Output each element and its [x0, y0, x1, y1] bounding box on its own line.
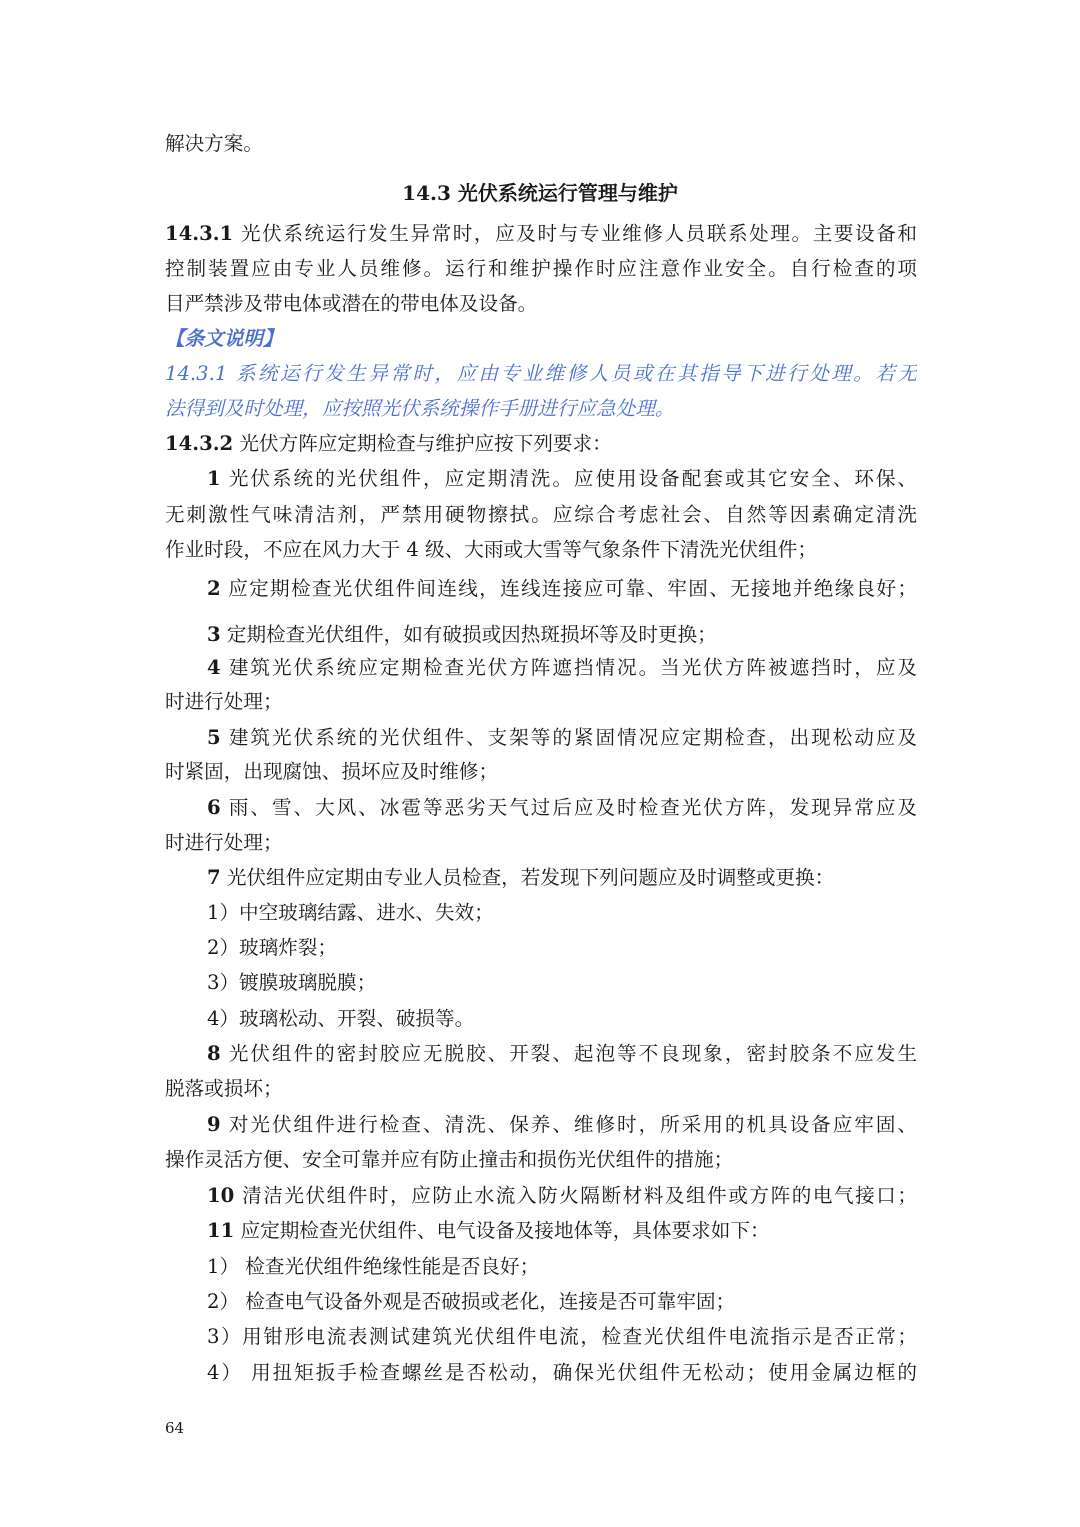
item-1-line-3: 作业时段，不应在风力大于 4 级、大雨或大雪等气象条件下清洗光伏组件； — [165, 538, 817, 561]
item-7-sub-1: 1）中空玻璃结露、进水、失效； — [207, 901, 494, 924]
paragraph-line: 解决方案。 — [165, 132, 263, 155]
item-11-sub-2: 2） 检查电气设备外观是否破损或老化，连接是否可靠牢固； — [207, 1290, 736, 1313]
item-11-sub-3: 3）用钳形电流表测试建筑光伏组件电流，检查光伏组件电流指示是否正常； — [207, 1325, 917, 1348]
clause-14-3-1-line-3: 目严禁涉及带电体或潜在的带电体及设备。 — [165, 292, 538, 315]
item-7-sub-3: 3）镀膜玻璃脱膜； — [207, 971, 377, 994]
item-10-line: 10 清洁光伏组件时，应防止水流入防火隔断材料及组件或方阵的电气接口； — [207, 1184, 917, 1207]
clause-14-3-2-line: 14.3.2 光伏方阵应定期检查与维护应按下列要求： — [165, 432, 612, 455]
item-8-line-1: 8 光伏组件的密封胶应无脱胶、开裂、起泡等不良现象，密封胶条不应发生 — [207, 1042, 917, 1065]
item-6-line-1: 6 雨、雪、大风、冰雹等恶劣天气过后应及时检查光伏方阵，发现异常应及 — [207, 796, 917, 819]
section-heading: 14.3 光伏系统运行管理与维护 — [402, 181, 678, 205]
clause-explanation-label: 【条文说明】 — [165, 327, 283, 350]
clause-explanation-line-1: 14.3.1 系统运行发生异常时，应由专业维修人员或在其指导下进行处理。若无 — [165, 362, 917, 385]
item-4-line-1: 4 建筑光伏系统应定期检查光伏方阵遮挡情况。当光伏方阵被遮挡时，应及 — [207, 656, 917, 679]
clause-14-3-1-line-1: 14.3.1 光伏系统运行发生异常时，应及时与专业维修人员联系处理。主要设备和 — [165, 222, 917, 245]
item-11-line: 11 应定期检查光伏组件、电气设备及接地体等，具体要求如下： — [207, 1219, 770, 1242]
item-6-line-2: 时进行处理； — [165, 831, 283, 854]
item-9-line-2: 操作灵活方便、安全可靠并应有防止撞击和损伤光伏组件的措施； — [165, 1148, 734, 1171]
clause-explanation-line-2: 法得到及时处理，应按照光伏系统操作手册进行应急处理。 — [165, 397, 675, 420]
item-7-sub-2: 2）玻璃炸裂； — [207, 936, 338, 959]
item-7-sub-4: 4）玻璃松动、开裂、破损等。 — [207, 1007, 475, 1030]
item-5-line-2: 时紧固，出现腐蚀、损坏应及时维修； — [165, 760, 499, 783]
item-8-line-2: 脱落或损坏； — [165, 1077, 283, 1100]
item-4-line-2: 时进行处理； — [165, 690, 283, 713]
item-11-sub-4: 4） 用扭矩扳手检查螺丝是否松动，确保光伏组件无松动；使用金属边框的 — [207, 1361, 917, 1384]
item-7-line: 7 光伏组件应定期由专业人员检查，若发现下列问题应及时调整或更换： — [207, 866, 835, 889]
item-3-line: 3 定期检查光伏组件，如有破损或因热斑损坏等及时更换； — [207, 623, 717, 646]
item-1-line-1: 1 光伏系统的光伏组件，应定期清洗。应使用设备配套或其它安全、环保、 — [207, 467, 917, 490]
item-9-line-1: 9 对光伏组件进行检查、清洗、保养、维修时，所采用的机具设备应牢固、 — [207, 1113, 917, 1136]
clause-14-3-1-line-2: 控制装置应由专业人员维修。运行和维护操作时应注意作业安全。自行检查的项 — [165, 257, 917, 280]
item-1-line-2: 无刺激性气味清洁剂，严禁用硬物擦拭。应综合考虑社会、自然等因素确定清洗 — [165, 503, 917, 526]
item-5-line-1: 5 建筑光伏系统的光伏组件、支架等的紧固情况应定期检查，出现松动应及 — [207, 726, 917, 749]
page-number: 64 — [165, 1419, 185, 1437]
item-11-sub-1: 1） 检查光伏组件绝缘性能是否良好； — [207, 1255, 540, 1278]
item-2-line: 2 应定期检查光伏组件间连线，连线连接应可靠、牢固、无接地并绝缘良好； — [207, 577, 917, 600]
